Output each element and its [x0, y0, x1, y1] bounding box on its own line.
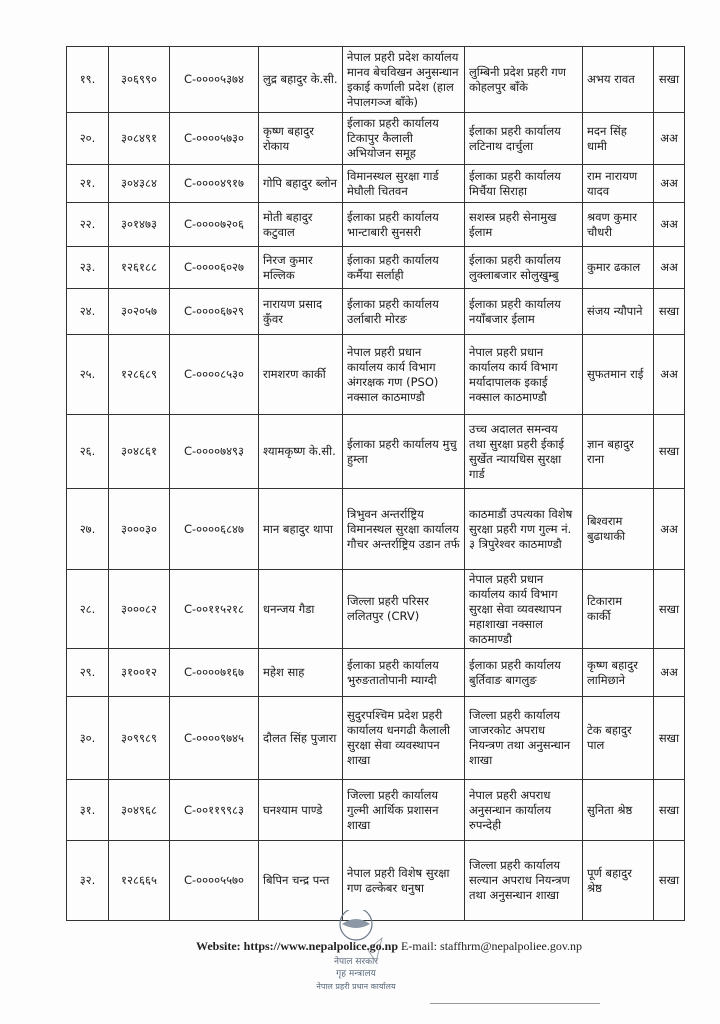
current-office: जिल्ला प्रहरी परिसर ललितपुर (CRV) — [343, 570, 465, 649]
serial-number: २६. — [67, 415, 109, 489]
serial-number: ३१. — [67, 780, 109, 841]
code-number: C-००००७२०६ — [170, 203, 259, 247]
current-office: ईलाका प्रहरी कार्यालय टिकापुर कैलाली अभियोजन समूह — [343, 113, 465, 165]
rank: सखा — [654, 841, 685, 921]
supervisor-name: टेक बहादुर पाल — [583, 697, 654, 780]
table-row — [67, 247, 685, 289]
rank: सखा — [654, 289, 685, 335]
employee-name: धनन्जय गैडा — [259, 570, 343, 649]
serial-number: २१. — [67, 165, 109, 203]
employee-name: लुद्र बहादुर के.सी. — [259, 47, 343, 113]
office-seal — [296, 910, 416, 1020]
serial-number: २४. — [67, 289, 109, 335]
employee-name: मान बहादुर थापा — [259, 489, 343, 570]
serial-number: २३. — [67, 247, 109, 289]
code-number: C-००११९९८३ — [170, 780, 259, 841]
employee-name: दौलत सिंह पुजारा — [259, 697, 343, 780]
employee-name: श्यामकृष्ण के.सी. — [259, 415, 343, 489]
current-office: ईलाका प्रहरी कार्यालय कर्मैया सर्लाही — [343, 247, 465, 289]
email-label: E-mail: — [401, 939, 438, 953]
table-row — [67, 289, 685, 335]
rank: सखा — [654, 47, 685, 113]
rank: अअ — [654, 489, 685, 570]
transfer-office: नेपाल प्रहरी अपराध अनुसन्धान कार्यालय रुपन्देही — [465, 780, 583, 841]
rank: अअ — [654, 247, 685, 289]
current-office: नेपाल प्रहरी प्रदेश कार्यालय मानव बेचविखन अनुसन्धान इकाई कर्णाली प्रदेश (हाल नेपालगञ्ज बाँके) — [343, 47, 465, 113]
code-number: C-००००७१६७ — [170, 649, 259, 697]
supervisor-name: मदन सिंह धामी — [583, 113, 654, 165]
table-row — [67, 780, 685, 841]
seal-line-2: गृह मन्त्रालय — [336, 969, 376, 979]
current-office: विमानस्थल सुरक्षा गार्ड मेघौली चितवन — [343, 165, 465, 203]
rank: सखा — [654, 697, 685, 780]
current-office: ईलाका प्रहरी कार्यालय उर्लाबारी मोरङ — [343, 289, 465, 335]
serial-number: २२. — [67, 203, 109, 247]
code-number: C-००००७४९३ — [170, 415, 259, 489]
supervisor-name: टिकाराम कार्की — [583, 570, 654, 649]
current-office: त्रिभुवन अन्तर्राष्ट्रिय विमानस्थल सुरक्षा कार्यालय गौचर अन्तर्राष्ट्रिय उडान तर्फ — [343, 489, 465, 570]
footer-divider — [430, 1003, 600, 1004]
supervisor-name: ज्ञान बहादुर राना — [583, 415, 654, 489]
employee-name: घनश्याम पाण्डे — [259, 780, 343, 841]
employee-id: ३०८४९१ — [109, 113, 170, 165]
current-office: ईलाका प्रहरी कार्यालय भान्टाबारी सुनसरी — [343, 203, 465, 247]
supervisor-name: बिश्वराम बुढाथाकी — [583, 489, 654, 570]
employee-name: मोती बहादुर कटुवाल — [259, 203, 343, 247]
table-row — [67, 203, 685, 247]
code-number: C-००००५५७० — [170, 841, 259, 921]
supervisor-name: श्रवण कुमार चौधरी — [583, 203, 654, 247]
table-row — [67, 489, 685, 570]
serial-number: ३२. — [67, 841, 109, 921]
transfer-office: नेपाल प्रहरी प्रधान कार्यालय कार्य विभाग मर्यादापालक इकाई नक्साल काठमाण्डौ — [465, 335, 583, 415]
serial-number: १९. — [67, 47, 109, 113]
table-row — [67, 415, 685, 489]
code-number: C-००००५७३० — [170, 113, 259, 165]
transfer-office: ईलाका प्रहरी कार्यालय नयाँबजार ईलाम — [465, 289, 583, 335]
transfer-office: ईलाका प्रहरी कार्यालय लुक्लाबजार सोलुखुम्बु — [465, 247, 583, 289]
seal-line-1: नेपाल सरकार — [333, 957, 379, 967]
code-number: C-००००६७२९ — [170, 289, 259, 335]
code-number: C-००००९७४५ — [170, 697, 259, 780]
employee-id: १२८६८९ — [109, 335, 170, 415]
code-number: C-००००५३७४ — [170, 47, 259, 113]
current-office: नेपाल प्रहरी विशेष सुरक्षा गण ढल्केबर धनुषा — [343, 841, 465, 921]
transfer-office: ईलाका प्रहरी कार्यालय बुर्तिवाङ बागलुङ — [465, 649, 583, 697]
current-office: ईलाका प्रहरी कार्यालय भुरुङतातोपानी म्याग्दी — [343, 649, 465, 697]
rank: सखा — [654, 570, 685, 649]
employee-id: ३०६९९० — [109, 47, 170, 113]
current-office: ईलाका प्रहरी कार्यालय मुचु हुम्ला — [343, 415, 465, 489]
footer-contact — [196, 939, 582, 954]
seal-line-3: नेपाल प्रहरी प्रधान कार्यालय — [316, 982, 396, 991]
transfer-office: काठमाडौं उपत्यका विशेष सुरक्षा प्रहरी गण गुल्म नं. ३ त्रिपुरेश्वर काठमाण्डौ — [465, 489, 583, 570]
supervisor-name: सुफतमान राई — [583, 335, 654, 415]
employee-id: १२८६६५ — [109, 841, 170, 921]
employee-name: कृष्ण बहादुर रोकाय — [259, 113, 343, 165]
employee-id: ३०००३० — [109, 489, 170, 570]
table-row — [67, 165, 685, 203]
transfer-office: जिल्ला प्रहरी कार्यालय सल्यान अपराध नियन्त्रण तथा अनुसन्धान शाखा — [465, 841, 583, 921]
table-row — [67, 113, 685, 165]
transfer-office: ईलाका प्रहरी कार्यालय मिर्चैया सिराहा — [465, 165, 583, 203]
supervisor-name: सुनिता श्रेष्ठ — [583, 780, 654, 841]
serial-number: २७. — [67, 489, 109, 570]
supervisor-name: पूर्ण बहादुर श्रेष्ठ — [583, 841, 654, 921]
table-row — [67, 570, 685, 649]
employee-id: ३०४८६१ — [109, 415, 170, 489]
employee-name: बिपिन चन्द्र पन्त — [259, 841, 343, 921]
rank: अअ — [654, 203, 685, 247]
employee-id: १२६१८८ — [109, 247, 170, 289]
code-number: C-००११५२१८ — [170, 570, 259, 649]
supervisor-name: संजय न्यौपाने — [583, 289, 654, 335]
serial-number: २५. — [67, 335, 109, 415]
employee-id: ३१००१२ — [109, 649, 170, 697]
employee-name: गोपि बहादुर ब्लोन — [259, 165, 343, 203]
rank: अअ — [654, 649, 685, 697]
employee-id: ३०९९८९ — [109, 697, 170, 780]
serial-number: २९. — [67, 649, 109, 697]
transfer-office: सशस्त्र प्रहरी सेनामुख ईलाम — [465, 203, 583, 247]
table-row — [67, 697, 685, 780]
employee-name: नारायण प्रसाद कुँवर — [259, 289, 343, 335]
serial-number: ३०. — [67, 697, 109, 780]
serial-number: २०. — [67, 113, 109, 165]
table-row — [67, 841, 685, 921]
rank: अअ — [654, 335, 685, 415]
rank: अअ — [654, 113, 685, 165]
employee-name: निरज कुमार मल्लिक — [259, 247, 343, 289]
email-link[interactable]: staffhrm@nepalpoliee.gov.np — [440, 939, 583, 953]
code-number: C-००००४९१७ — [170, 165, 259, 203]
current-office: सुदुरपश्चिम प्रदेश प्रहरी कार्यालय धनगढी कैलाली सुरक्षा सेवा व्यवस्थापन शाखा — [343, 697, 465, 780]
table-row — [67, 649, 685, 697]
employee-id: ३०००८२ — [109, 570, 170, 649]
supervisor-name: राम नारायण यादव — [583, 165, 654, 203]
code-number: C-००००६८४७ — [170, 489, 259, 570]
transfer-office: नेपाल प्रहरी प्रधान कार्यालय कार्य विभाग सुरक्षा सेवा व्यवस्थापन महाशाखा नक्साल काठमाण्डौ — [465, 570, 583, 649]
current-office: नेपाल प्रहरी प्रधान कार्यालय कार्य विभाग अंगरक्षक गण (PSO) नक्साल काठमाण्डौ — [343, 335, 465, 415]
code-number: C-००००६०२७ — [170, 247, 259, 289]
transfer-office: उच्च अदालत समन्वय तथा सुरक्षा प्रहरी ईकाई सुर्खेत न्यायधिस सुरक्षा गार्ड — [465, 415, 583, 489]
transfer-table — [66, 46, 685, 921]
employee-id: ३०४३८४ — [109, 165, 170, 203]
employee-name: रामशरण कार्की — [259, 335, 343, 415]
supervisor-name: अभय रावत — [583, 47, 654, 113]
employee-id: ३०१४७३ — [109, 203, 170, 247]
supervisor-name: कृष्ण बहादुर लामिछाने — [583, 649, 654, 697]
website-label: Website: — [196, 939, 241, 953]
website-link[interactable]: https://www.nepalpolice.go.np — [243, 939, 399, 953]
employee-name: महेश साह — [259, 649, 343, 697]
table-row — [67, 47, 685, 113]
transfer-office: जिल्ला प्रहरी कार्यालय जाजरकोट अपराध नियन्त्रण तथा अनुसन्धान शाखा — [465, 697, 583, 780]
code-number: C-००००८५३० — [170, 335, 259, 415]
rank: सखा — [654, 780, 685, 841]
rank: अअ — [654, 165, 685, 203]
supervisor-name: कुमार ढकाल — [583, 247, 654, 289]
transfer-office: ईलाका प्रहरी कार्यालय लटिनाथ दार्चुला — [465, 113, 583, 165]
employee-id: ३०२०५७ — [109, 289, 170, 335]
table-row — [67, 335, 685, 415]
current-office: जिल्ला प्रहरी कार्यालय गुल्मी आर्थिक प्रशासन शाखा — [343, 780, 465, 841]
rank: सखा — [654, 415, 685, 489]
transfer-office: लुम्बिनी प्रदेश प्रहरी गण कोहलपुर बाँके — [465, 47, 583, 113]
serial-number: २८. — [67, 570, 109, 649]
employee-id: ३०४९६८ — [109, 780, 170, 841]
